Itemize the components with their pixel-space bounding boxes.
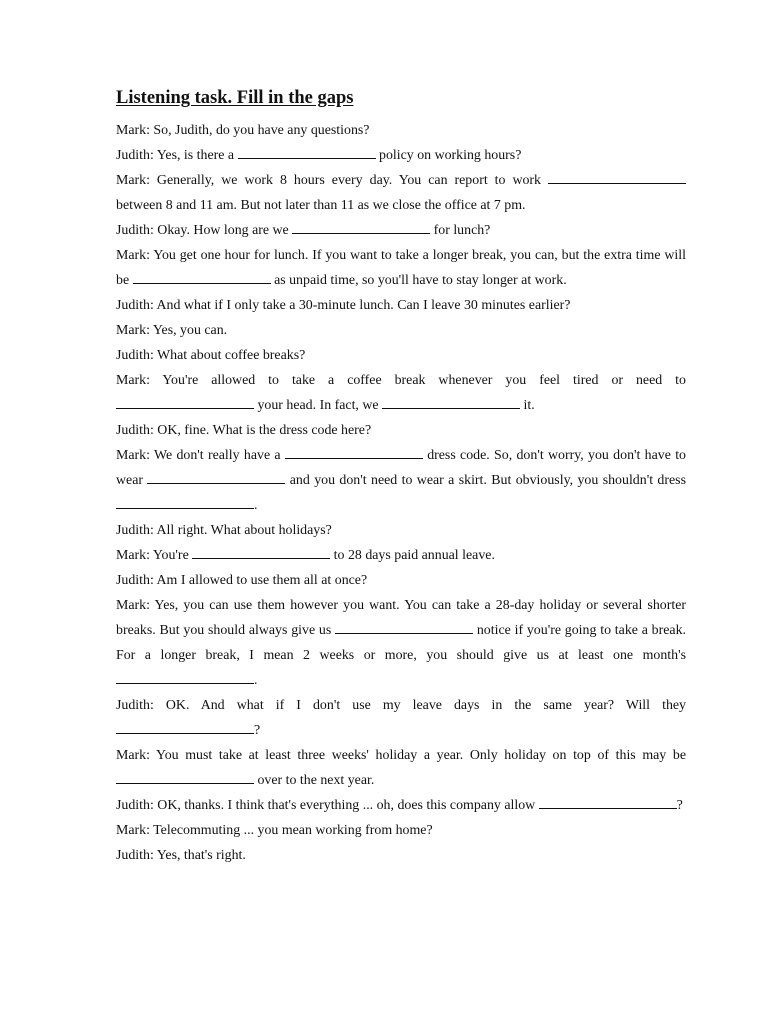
answer-blank[interactable] <box>539 795 677 809</box>
line-text: your head. In fact, we <box>254 398 383 413</box>
line-text: Mark: Yes, you can use them however you want. You can take a 28-day holiday or several shorter breaks. But you should always give us <box>116 598 686 638</box>
answer-blank[interactable] <box>292 220 430 234</box>
answer-blank[interactable] <box>548 170 686 184</box>
answer-blank[interactable] <box>116 670 254 684</box>
answer-blank[interactable] <box>382 395 520 409</box>
dialogue-line <box>116 118 686 143</box>
dialogue-line <box>116 443 686 518</box>
line-text: for lunch? <box>430 223 491 238</box>
dialogue-line <box>116 518 686 543</box>
line-text: Mark: You're allowed to take a coffee break whenever you feel tired or need to <box>116 373 686 388</box>
line-text: and you don't need to wear a skirt. But obviously, you shouldn't dress <box>285 473 686 488</box>
line-text: Mark: Telecommuting ... you mean working from home? <box>116 823 433 838</box>
dialogue-line <box>116 818 686 843</box>
dialogue-line <box>116 168 686 218</box>
line-text: it. <box>520 398 535 413</box>
answer-blank[interactable] <box>116 395 254 409</box>
line-text: Judith: Yes, that's right. <box>116 848 246 863</box>
line-text: Judith: Okay. How long are we <box>116 223 293 238</box>
answer-blank[interactable] <box>147 470 285 484</box>
line-text: ? <box>676 798 683 813</box>
line-text: Judith: Yes, is there a <box>116 148 238 163</box>
line-text: Mark: We don't really have a <box>116 448 285 463</box>
dialogue-line <box>116 793 686 818</box>
answer-blank[interactable] <box>116 495 254 509</box>
dialogue-line <box>116 318 686 343</box>
line-text: Mark: You're <box>116 548 193 563</box>
line-text: Judith: What about coffee breaks? <box>116 348 306 363</box>
line-text: ? <box>254 723 261 738</box>
line-text: Judith: Am I allowed to use them all at once? <box>116 573 368 588</box>
page-title: Listening task. Fill in the gaps <box>116 88 354 108</box>
line-text: Judith: All right. What about holidays? <box>116 523 332 538</box>
dialogue-line <box>116 693 686 743</box>
line-text: Mark: So, Judith, do you have any questions? <box>116 123 370 138</box>
line-text: . <box>254 673 258 688</box>
answer-blank[interactable] <box>133 270 271 284</box>
dialogue-line <box>116 543 686 568</box>
line-text: policy on working hours? <box>375 148 522 163</box>
line-text: . <box>254 498 258 513</box>
line-text: as unpaid time, so you'll have to stay longer at work. <box>270 273 567 288</box>
dialogue-line <box>116 843 686 868</box>
line-text: dress code. So, don't worry, you don't have to wear <box>116 448 687 488</box>
dialogue-line <box>116 593 686 693</box>
line-text: Mark: You get one hour for lunch. If you want to take a longer break, you can, but the extra time will be <box>116 248 686 288</box>
line-text: to 28 days paid annual leave. <box>330 548 495 563</box>
answer-blank[interactable] <box>285 445 423 459</box>
answer-blank[interactable] <box>192 545 330 559</box>
dialogue-line <box>116 418 686 443</box>
dialogue-line <box>116 243 686 293</box>
dialogue-line <box>116 293 686 318</box>
dialogue-line <box>116 343 686 368</box>
line-text: Judith: OK. And what if I don't use my leave days in the same year? Will they <box>116 698 686 713</box>
dialogue-line <box>116 143 686 168</box>
answer-blank[interactable] <box>116 770 254 784</box>
line-text: between 8 and 11 am. But not later than 11 as we close the office at 7 pm. <box>116 198 526 213</box>
dialogue <box>116 118 686 868</box>
line-text: Judith: OK, thanks. I think that's everything ... oh, does this company allow <box>116 798 539 813</box>
line-text: Judith: OK, fine. What is the dress code here? <box>116 423 372 438</box>
dialogue-line <box>116 568 686 593</box>
dialogue-line <box>116 743 686 793</box>
answer-blank[interactable] <box>116 720 254 734</box>
line-text: Judith: And what if I only take a 30-minute lunch. Can I leave 30 minutes earlier? <box>116 298 571 313</box>
answer-blank[interactable] <box>335 620 473 634</box>
line-text: notice if you're going to take a break. For a longer break, I mean 2 weeks or more, you should give us at least one month's <box>116 623 687 663</box>
line-text: Mark: Yes, you can. <box>116 323 228 338</box>
dialogue-line <box>116 218 686 243</box>
dialogue-line <box>116 368 686 418</box>
line-text: over to the next year. <box>254 773 375 788</box>
line-text: Mark: Generally, we work 8 hours every day. You can report to work <box>116 173 548 188</box>
answer-blank[interactable] <box>238 145 376 159</box>
line-text: Mark: You must take at least three weeks' holiday a year. Only holiday on top of this may be <box>116 748 686 763</box>
